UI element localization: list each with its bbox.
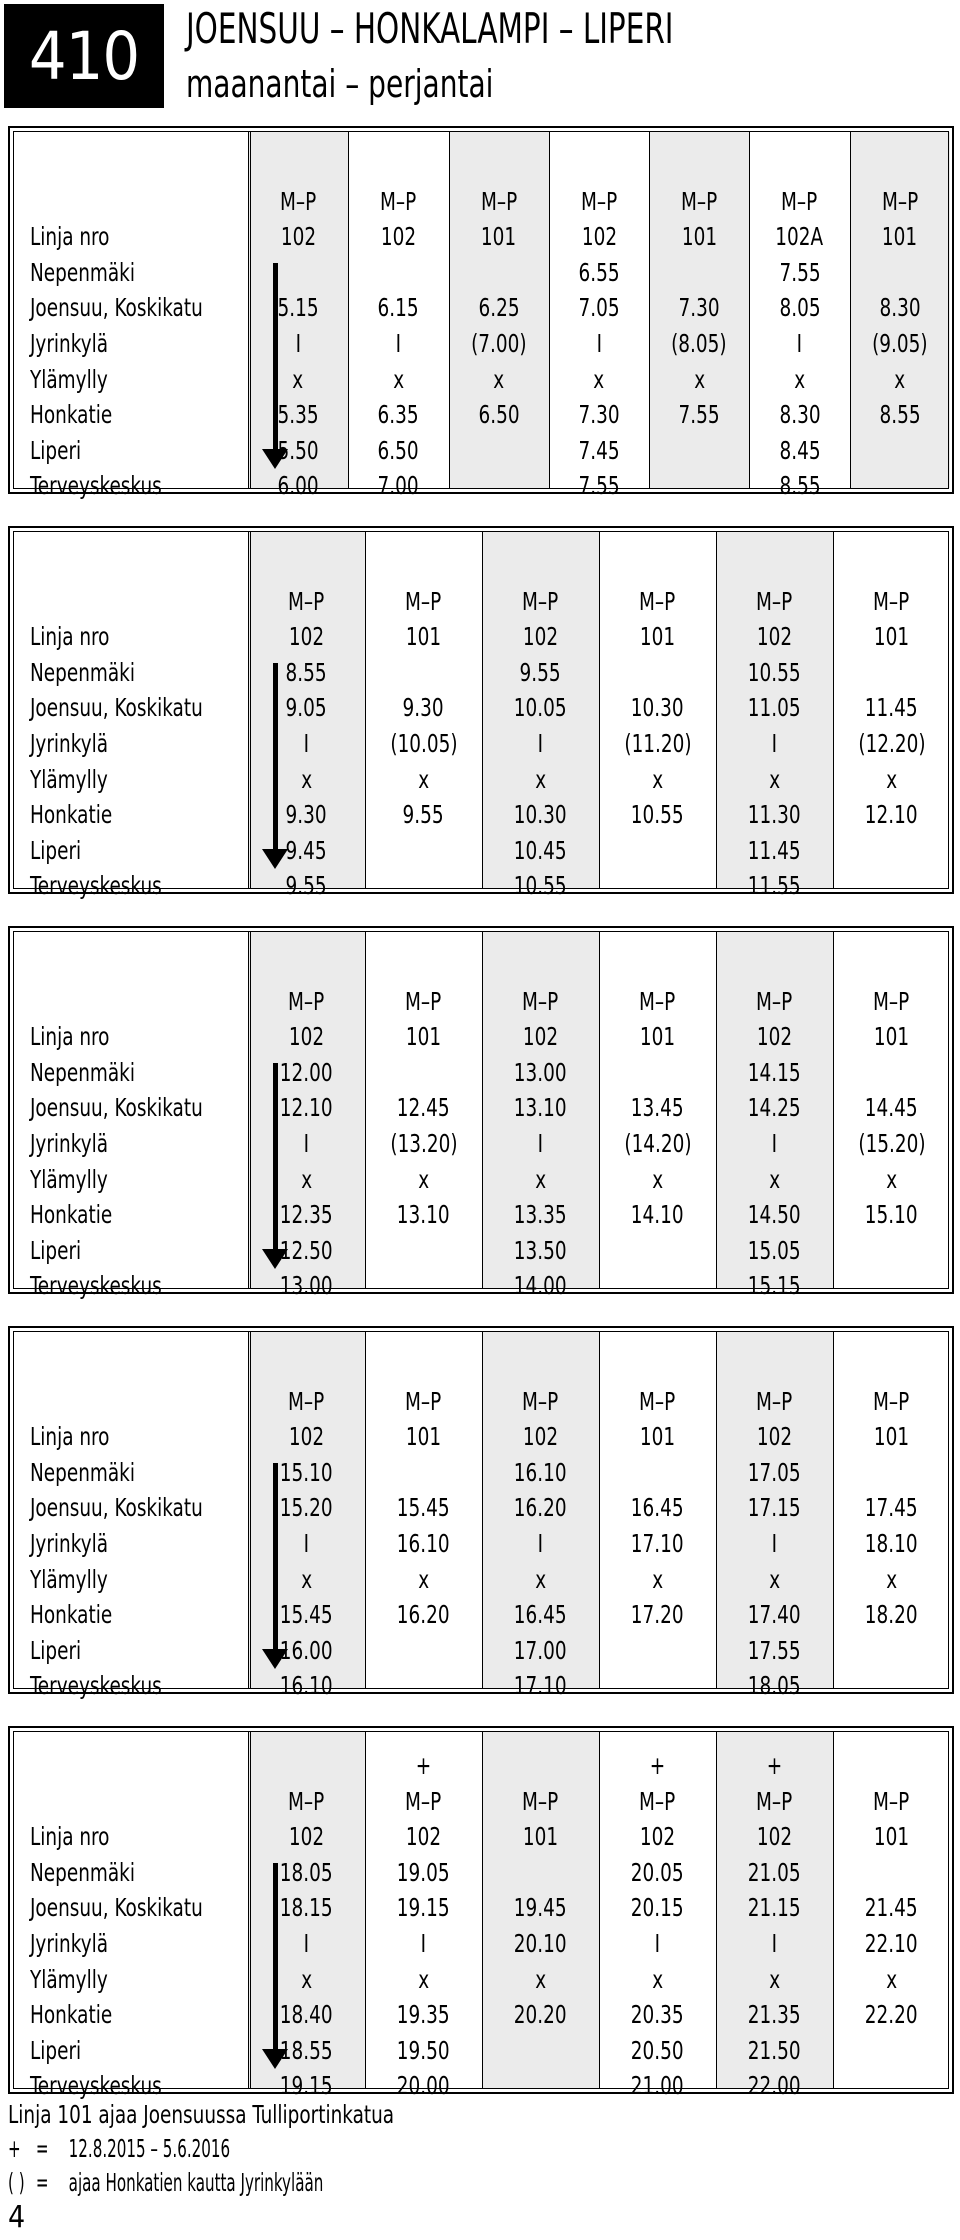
departure-time-cell: 7.00 <box>377 471 419 501</box>
departure-time-cell: 6.35 <box>377 400 419 430</box>
stop-label: Linja nro <box>30 1822 110 1852</box>
service-days-cell: M–P <box>756 986 793 1016</box>
line-number-cell: 101 <box>873 1422 910 1452</box>
service-days-cell: M–P <box>639 986 676 1016</box>
departure-time-cell: 21.15 <box>748 1893 801 1923</box>
departure-time-cell: 10.45 <box>514 835 567 865</box>
departure-time-cell: (14.20) <box>623 1129 692 1158</box>
departure-time-cell: 13.00 <box>280 1271 333 1301</box>
departure-time-cell: 7.55 <box>578 471 620 501</box>
departure-time-cell: 20.20 <box>514 2000 567 2030</box>
departure-time-cell: 5.50 <box>277 435 319 465</box>
departure-time-cell: 5.35 <box>277 400 319 430</box>
departure-time-cell: 15.45 <box>280 1600 333 1630</box>
departure-time-cell: 11.45 <box>865 693 918 723</box>
departure-time-cell: x <box>535 1164 546 1194</box>
line-number-cell: 101 <box>522 1822 559 1852</box>
stop-label: Nepenmäki <box>30 1857 135 1887</box>
departure-time-cell: x <box>769 1964 780 1994</box>
departure-time-cell: 10.55 <box>514 871 567 901</box>
line-number-cell: 102 <box>639 1822 676 1852</box>
line-number-cell: 102 <box>405 1822 442 1852</box>
departure-time-cell: 19.05 <box>397 1857 450 1887</box>
departure-time-cell: x <box>769 1564 780 1594</box>
service-days: maanantai – perjantai <box>186 62 494 106</box>
departure-time-cell: x <box>418 1964 429 1994</box>
service-days-cell: M–P <box>756 1786 793 1816</box>
departure-time-cell: 17.10 <box>631 1529 684 1558</box>
parentheses-symbol: ( ) <box>8 2168 25 2197</box>
line-number-cell: 102 <box>581 222 617 252</box>
stop-label: Ylämylly <box>30 764 108 794</box>
departure-time-cell: 13.00 <box>514 1057 567 1087</box>
departure-time-cell: 6.00 <box>277 471 319 501</box>
departure-time-cell: x <box>894 364 906 394</box>
line-number-cell: 101 <box>405 622 442 652</box>
departure-time-cell: x <box>392 364 404 394</box>
departure-time-cell: 8.30 <box>779 400 821 430</box>
stop-label: Honkatie <box>30 1200 113 1230</box>
stop-label: Nepenmäki <box>30 1057 135 1087</box>
departure-time-cell: 13.35 <box>514 1200 567 1230</box>
service-days-cell: M–P <box>681 186 718 216</box>
route-title: JOENSUU – HONKALAMPI – LIPERI <box>186 4 674 53</box>
equals-sign: = <box>35 2168 49 2197</box>
departure-time-cell: 15.15 <box>748 1271 801 1301</box>
departure-time-cell: 17.15 <box>748 1493 801 1523</box>
departure-time-cell: x <box>301 1164 312 1194</box>
departure-time-cell: 13.10 <box>514 1093 567 1123</box>
service-days-cell: M–P <box>288 1786 325 1816</box>
line-number-cell: 102 <box>288 1022 325 1052</box>
line-number-cell: 102 <box>756 1022 793 1052</box>
stop-label: Ylämylly <box>30 1164 108 1194</box>
line-number-cell: 102 <box>756 1822 793 1852</box>
service-days-cell: M–P <box>873 1786 910 1816</box>
departure-time-cell: 15.10 <box>865 1200 918 1230</box>
departure-time-cell: 16.45 <box>631 1493 684 1523</box>
stop-label: Liperi <box>30 1235 82 1265</box>
service-days-cell: M–P <box>781 186 818 216</box>
departure-time-cell: 9.30 <box>285 800 328 830</box>
departure-time-cell: I <box>654 1929 661 1958</box>
service-days-cell: M–P <box>756 586 793 616</box>
departure-time-cell: 18.05 <box>748 1671 801 1701</box>
equals-sign: = <box>35 2134 49 2163</box>
departure-time-cell: 18.20 <box>865 1600 918 1630</box>
stop-label: Joensuu, Koskikatu <box>30 293 203 323</box>
stop-label: Honkatie <box>30 2000 113 2030</box>
departure-time-cell: 8.05 <box>779 293 821 323</box>
service-days-cell: M–P <box>639 1786 676 1816</box>
line-number-cell: 102 <box>288 622 325 652</box>
stop-label: Ylämylly <box>30 1964 108 1994</box>
departure-time-cell: 15.20 <box>280 1493 333 1523</box>
departure-time-cell: I <box>596 329 602 358</box>
route-number: 410 <box>28 17 140 95</box>
line-number-cell: 102 <box>288 1822 325 1852</box>
departure-time-cell: 10.30 <box>631 693 684 723</box>
departure-time-cell: 6.25 <box>478 293 520 323</box>
departure-time-cell: 19.45 <box>514 1893 567 1923</box>
route-number-badge <box>4 4 164 108</box>
departure-time-cell: I <box>420 1929 427 1958</box>
line-number-cell: 101 <box>405 1422 442 1452</box>
departure-time-cell: 19.35 <box>397 2000 450 2030</box>
departure-time-cell: x <box>769 1164 780 1194</box>
departure-time-cell: 9.55 <box>519 657 562 687</box>
stop-label: Jyrinkylä <box>30 1929 109 1958</box>
footnotes <box>8 2098 479 2200</box>
departure-time-cell: 8.55 <box>779 471 821 501</box>
timetable-block-2 <box>8 526 954 901</box>
departure-time-cell: 21.45 <box>865 1893 918 1923</box>
stop-label: Honkatie <box>30 1600 113 1630</box>
departure-time-cell: x <box>769 764 780 794</box>
departure-time-cell: 18.40 <box>280 2000 333 2030</box>
stop-label: Nepenmäki <box>30 257 135 287</box>
departure-time-cell: 15.45 <box>397 1493 450 1523</box>
departure-time-cell: x <box>418 1564 429 1594</box>
departure-time-cell: (9.05) <box>872 329 928 358</box>
departure-time-cell: 13.45 <box>631 1093 684 1123</box>
departure-time-cell: 12.10 <box>280 1093 333 1123</box>
departure-time-cell: 7.45 <box>578 435 620 465</box>
departure-time-cell: 20.15 <box>631 1893 684 1923</box>
departure-time-cell: 7.05 <box>578 293 620 323</box>
departure-time-cell: 12.50 <box>280 1235 333 1265</box>
departure-time-cell: I <box>395 329 402 358</box>
departure-time-cell: x <box>493 364 505 394</box>
departure-time-cell: x <box>652 764 663 794</box>
service-days-cell: M–P <box>522 1386 559 1416</box>
timetable-block-5 <box>8 1726 954 2101</box>
service-days-cell: M–P <box>873 586 910 616</box>
line-number-cell: 102 <box>756 1422 793 1452</box>
footnote-plus <box>8 2132 479 2166</box>
stop-label: Linja nro <box>30 1022 110 1052</box>
departure-time-cell: 21.50 <box>748 2035 801 2065</box>
page-number: 4 <box>8 2200 26 2235</box>
departure-time-cell: 16.10 <box>280 1671 333 1701</box>
departure-time-cell: x <box>886 764 897 794</box>
departure-time-cell: 19.15 <box>397 1893 450 1923</box>
departure-time-cell: 16.20 <box>397 1600 450 1630</box>
departure-time-cell: 9.55 <box>402 800 445 830</box>
service-days-cell: M–P <box>288 986 325 1016</box>
departure-time-cell: 14.15 <box>748 1057 801 1087</box>
departure-time-cell: 10.55 <box>748 657 801 687</box>
stop-label: Joensuu, Koskikatu <box>30 1493 203 1523</box>
departure-time-cell: 9.45 <box>285 835 328 865</box>
departure-time-cell: x <box>535 764 546 794</box>
line-number-cell: 102 <box>522 1022 559 1052</box>
departure-time-cell: x <box>301 764 312 794</box>
departure-time-cell: 17.20 <box>631 1600 684 1630</box>
line-number-cell: 101 <box>639 622 676 652</box>
departure-time-cell: 7.30 <box>578 400 620 430</box>
departure-time-cell: 9.05 <box>285 693 328 723</box>
departure-time-cell: 5.15 <box>277 293 319 323</box>
departure-time-cell: 18.15 <box>280 1893 333 1923</box>
service-days-cell: M–P <box>522 1786 559 1816</box>
departure-time-cell: I <box>796 329 803 358</box>
departure-time-cell: 14.25 <box>748 1093 801 1123</box>
departure-time-cell: 8.45 <box>779 435 821 465</box>
departure-time-cell: 18.05 <box>280 1857 333 1887</box>
departure-time-cell: x <box>886 1564 897 1594</box>
service-days-cell: M–P <box>405 586 442 616</box>
departure-time-cell: 22.10 <box>865 1929 918 1958</box>
departure-time-cell: 16.10 <box>514 1457 567 1487</box>
validity-note-cell: + <box>649 1751 666 1780</box>
plus-validity: 12.8.2015 – 5.6.2016 <box>68 2134 231 2163</box>
service-days-cell: M–P <box>881 186 918 216</box>
departure-time-cell: 21.00 <box>631 2071 684 2101</box>
line-number-cell: 102 <box>280 222 316 252</box>
service-days-cell: M–P <box>522 586 559 616</box>
stop-label: Liperi <box>30 2035 82 2065</box>
departure-time-cell: 17.40 <box>748 1600 801 1630</box>
departure-time-cell: x <box>418 764 429 794</box>
departure-time-cell: x <box>535 1564 546 1594</box>
stop-label: Ylämylly <box>30 1564 108 1594</box>
departure-time-cell: x <box>652 1164 663 1194</box>
departure-time-cell: 21.05 <box>748 1857 801 1887</box>
timetable-block-1 <box>8 126 954 501</box>
departure-time-cell: 11.45 <box>748 835 801 865</box>
departure-time-cell: 7.55 <box>678 400 720 430</box>
validity-note-cell: + <box>766 1751 783 1780</box>
stop-label: Honkatie <box>30 400 113 430</box>
departure-time-cell: 6.55 <box>578 257 620 287</box>
stop-label: Terveyskeskus <box>30 1271 162 1301</box>
line-number-cell: 101 <box>405 1022 442 1052</box>
departure-time-cell: (10.05) <box>389 729 458 758</box>
departure-time-cell: I <box>771 1929 778 1958</box>
departure-time-cell: I <box>303 1529 310 1558</box>
departure-time-cell: 11.05 <box>748 693 801 723</box>
departure-time-cell: 16.00 <box>280 1635 333 1665</box>
line-number-cell: 101 <box>681 222 717 252</box>
departure-time-cell: x <box>418 1164 429 1194</box>
departure-time-cell: 12.35 <box>280 1200 333 1230</box>
stop-label: Jyrinkylä <box>30 329 109 358</box>
service-days-cell: M–P <box>756 1386 793 1416</box>
departure-time-cell: x <box>301 1964 312 1994</box>
departure-time-cell: 19.15 <box>280 2071 333 2101</box>
stop-label: Nepenmäki <box>30 1457 135 1487</box>
departure-time-cell: 14.45 <box>865 1093 918 1123</box>
departure-time-cell: x <box>693 364 705 394</box>
line-number-cell: 101 <box>481 222 517 252</box>
stop-label: Ylämylly <box>30 364 108 394</box>
stop-label: Liperi <box>30 835 82 865</box>
service-days-cell: M–P <box>873 1386 910 1416</box>
departure-time-cell: 18.55 <box>280 2035 333 2065</box>
departure-time-cell: 8.55 <box>879 400 921 430</box>
validity-note-cell: + <box>415 1751 432 1780</box>
line-number-cell: 101 <box>639 1022 676 1052</box>
line-number-cell: 101 <box>639 1422 676 1452</box>
line-number-cell: 102 <box>288 1422 325 1452</box>
departure-time-cell: 8.55 <box>285 657 328 687</box>
departure-time-cell: x <box>535 1964 546 1994</box>
service-days-cell: M–P <box>405 1386 442 1416</box>
departure-time-cell: 16.20 <box>514 1493 567 1523</box>
stop-label: Jyrinkylä <box>30 1529 109 1558</box>
service-days-cell: M–P <box>873 986 910 1016</box>
service-days-cell: M–P <box>522 986 559 1016</box>
departure-time-cell: 9.30 <box>402 693 445 723</box>
departure-time-cell: 11.30 <box>748 800 801 830</box>
service-days-cell: M–P <box>639 586 676 616</box>
line-number-cell: 101 <box>873 1022 910 1052</box>
departure-time-cell: 20.35 <box>631 2000 684 2030</box>
line-number-cell: 101 <box>873 1822 910 1852</box>
departure-time-cell: I <box>537 729 544 758</box>
service-days-cell: M–P <box>380 186 417 216</box>
departure-time-cell: 6.50 <box>478 400 520 430</box>
departure-time-cell: x <box>794 364 806 394</box>
departure-time-cell: 10.30 <box>514 800 567 830</box>
departure-time-cell: 20.00 <box>397 2071 450 2101</box>
line-number-cell: 102 <box>522 622 559 652</box>
footnote-parentheses <box>8 2166 479 2200</box>
departure-time-cell: 6.50 <box>377 435 419 465</box>
service-days-cell: M–P <box>405 1786 442 1816</box>
service-days-cell: M–P <box>288 586 325 616</box>
departure-time-cell: x <box>886 1964 897 1994</box>
departure-time-cell: 10.05 <box>514 693 567 723</box>
departure-time-cell: I <box>771 1529 778 1558</box>
departure-time-cell: 22.00 <box>748 2071 801 2101</box>
stop-label: Terveyskeskus <box>30 2071 162 2101</box>
departure-time-cell: 10.55 <box>631 800 684 830</box>
departure-time-cell: (8.05) <box>671 329 728 358</box>
departure-time-cell: 9.55 <box>285 871 328 901</box>
departure-time-cell: x <box>652 1964 663 1994</box>
service-days-cell: M–P <box>280 186 317 216</box>
stop-label: Joensuu, Koskikatu <box>30 1893 203 1923</box>
stop-label: Jyrinkylä <box>30 729 109 758</box>
departure-time-cell: I <box>771 1129 778 1158</box>
departure-time-cell: x <box>886 1164 897 1194</box>
departure-time-cell: I <box>303 1929 310 1958</box>
stop-label: Nepenmäki <box>30 657 135 687</box>
service-days-cell: M–P <box>639 1386 676 1416</box>
departure-time-cell: 21.35 <box>748 2000 801 2030</box>
stop-label: Linja nro <box>30 222 110 252</box>
timetable-block-3 <box>8 926 954 1301</box>
departure-time-cell: 7.30 <box>678 293 720 323</box>
departure-time-cell: 13.10 <box>397 1200 450 1230</box>
departure-time-cell: 14.00 <box>514 1271 567 1301</box>
stop-label: Linja nro <box>30 1422 110 1452</box>
departure-time-cell: 17.55 <box>748 1635 801 1665</box>
departure-time-cell: x <box>652 1564 663 1594</box>
service-days-cell: M–P <box>405 986 442 1016</box>
line-number-cell: 102 <box>380 222 417 252</box>
line-number-cell: 101 <box>882 222 918 252</box>
service-days-cell: M–P <box>480 186 517 216</box>
departure-time-cell: x <box>593 364 605 394</box>
departure-time-cell: (7.00) <box>470 329 527 358</box>
departure-time-cell: (12.20) <box>857 729 926 758</box>
departure-time-cell: 17.45 <box>865 1493 918 1523</box>
departure-time-cell: I <box>771 729 778 758</box>
departure-time-cell: 22.20 <box>865 2000 918 2030</box>
departure-time-cell: 7.55 <box>779 257 821 287</box>
departure-time-cell: 11.55 <box>748 871 801 901</box>
departure-time-cell: 20.05 <box>631 1857 684 1887</box>
line-number-cell: 101 <box>873 622 910 652</box>
stop-label: Joensuu, Koskikatu <box>30 693 203 723</box>
departure-time-cell: (11.20) <box>623 729 692 758</box>
departure-time-cell: 12.45 <box>397 1093 450 1123</box>
stop-label: Linja nro <box>30 622 110 652</box>
departure-time-cell: I <box>537 1529 544 1558</box>
departure-time-cell: I <box>303 1129 310 1158</box>
departure-time-cell: 12.10 <box>865 800 918 830</box>
departure-time-cell: 12.00 <box>280 1057 333 1087</box>
stop-label: Jyrinkylä <box>30 1129 109 1158</box>
timetable-block-4 <box>8 1326 954 1701</box>
stop-label: Liperi <box>30 435 82 465</box>
stop-label: Joensuu, Koskikatu <box>30 1093 203 1123</box>
departure-time-cell: 18.10 <box>865 1529 918 1558</box>
departure-time-cell: 13.50 <box>514 1235 567 1265</box>
departure-time-cell: 14.10 <box>631 1200 684 1230</box>
departure-time-cell: (13.20) <box>389 1129 458 1158</box>
departure-time-cell: 16.45 <box>514 1600 567 1630</box>
service-days-cell: M–P <box>288 1386 325 1416</box>
plus-symbol: + <box>8 2134 21 2163</box>
departure-time-cell: (15.20) <box>857 1129 926 1158</box>
departure-time-cell: I <box>295 329 301 358</box>
stop-label: Honkatie <box>30 800 113 830</box>
departure-time-cell: 6.15 <box>377 293 419 323</box>
stop-label: Terveyskeskus <box>30 1671 162 1701</box>
departure-time-cell: 19.50 <box>397 2035 450 2065</box>
departure-time-cell: I <box>537 1129 544 1158</box>
departure-time-cell: x <box>292 364 304 394</box>
stop-label: Liperi <box>30 1635 82 1665</box>
departure-time-cell: 20.10 <box>514 1929 567 1958</box>
line-number-cell: 102 <box>756 622 793 652</box>
line-number-cell: 102A <box>775 222 824 252</box>
departure-time-cell: I <box>303 729 310 758</box>
line-number-cell: 102 <box>522 1422 559 1452</box>
departure-time-cell: 15.05 <box>748 1235 801 1265</box>
timetable-header <box>0 0 960 112</box>
departure-time-cell: 14.50 <box>748 1200 801 1230</box>
departure-time-cell: 17.00 <box>514 1635 567 1665</box>
stop-label: Terveyskeskus <box>30 871 162 901</box>
departure-time-cell: 17.05 <box>748 1457 801 1487</box>
stop-label: Terveyskeskus <box>30 471 162 501</box>
departure-time-cell: 17.10 <box>514 1671 567 1701</box>
departure-time-cell: 20.50 <box>631 2035 684 2065</box>
departure-time-cell: 8.30 <box>879 293 921 323</box>
departure-time-cell: 15.10 <box>280 1457 333 1487</box>
departure-time-cell: 16.10 <box>397 1529 450 1558</box>
footnote-line-101: Linja 101 ajaa Joensuussa Tulliportinkatua <box>8 2100 395 2129</box>
service-days-cell: M–P <box>580 186 618 216</box>
parentheses-meaning: ajaa Honkatien kautta Jyrinkylään <box>68 2168 324 2197</box>
departure-time-cell: x <box>301 1564 312 1594</box>
